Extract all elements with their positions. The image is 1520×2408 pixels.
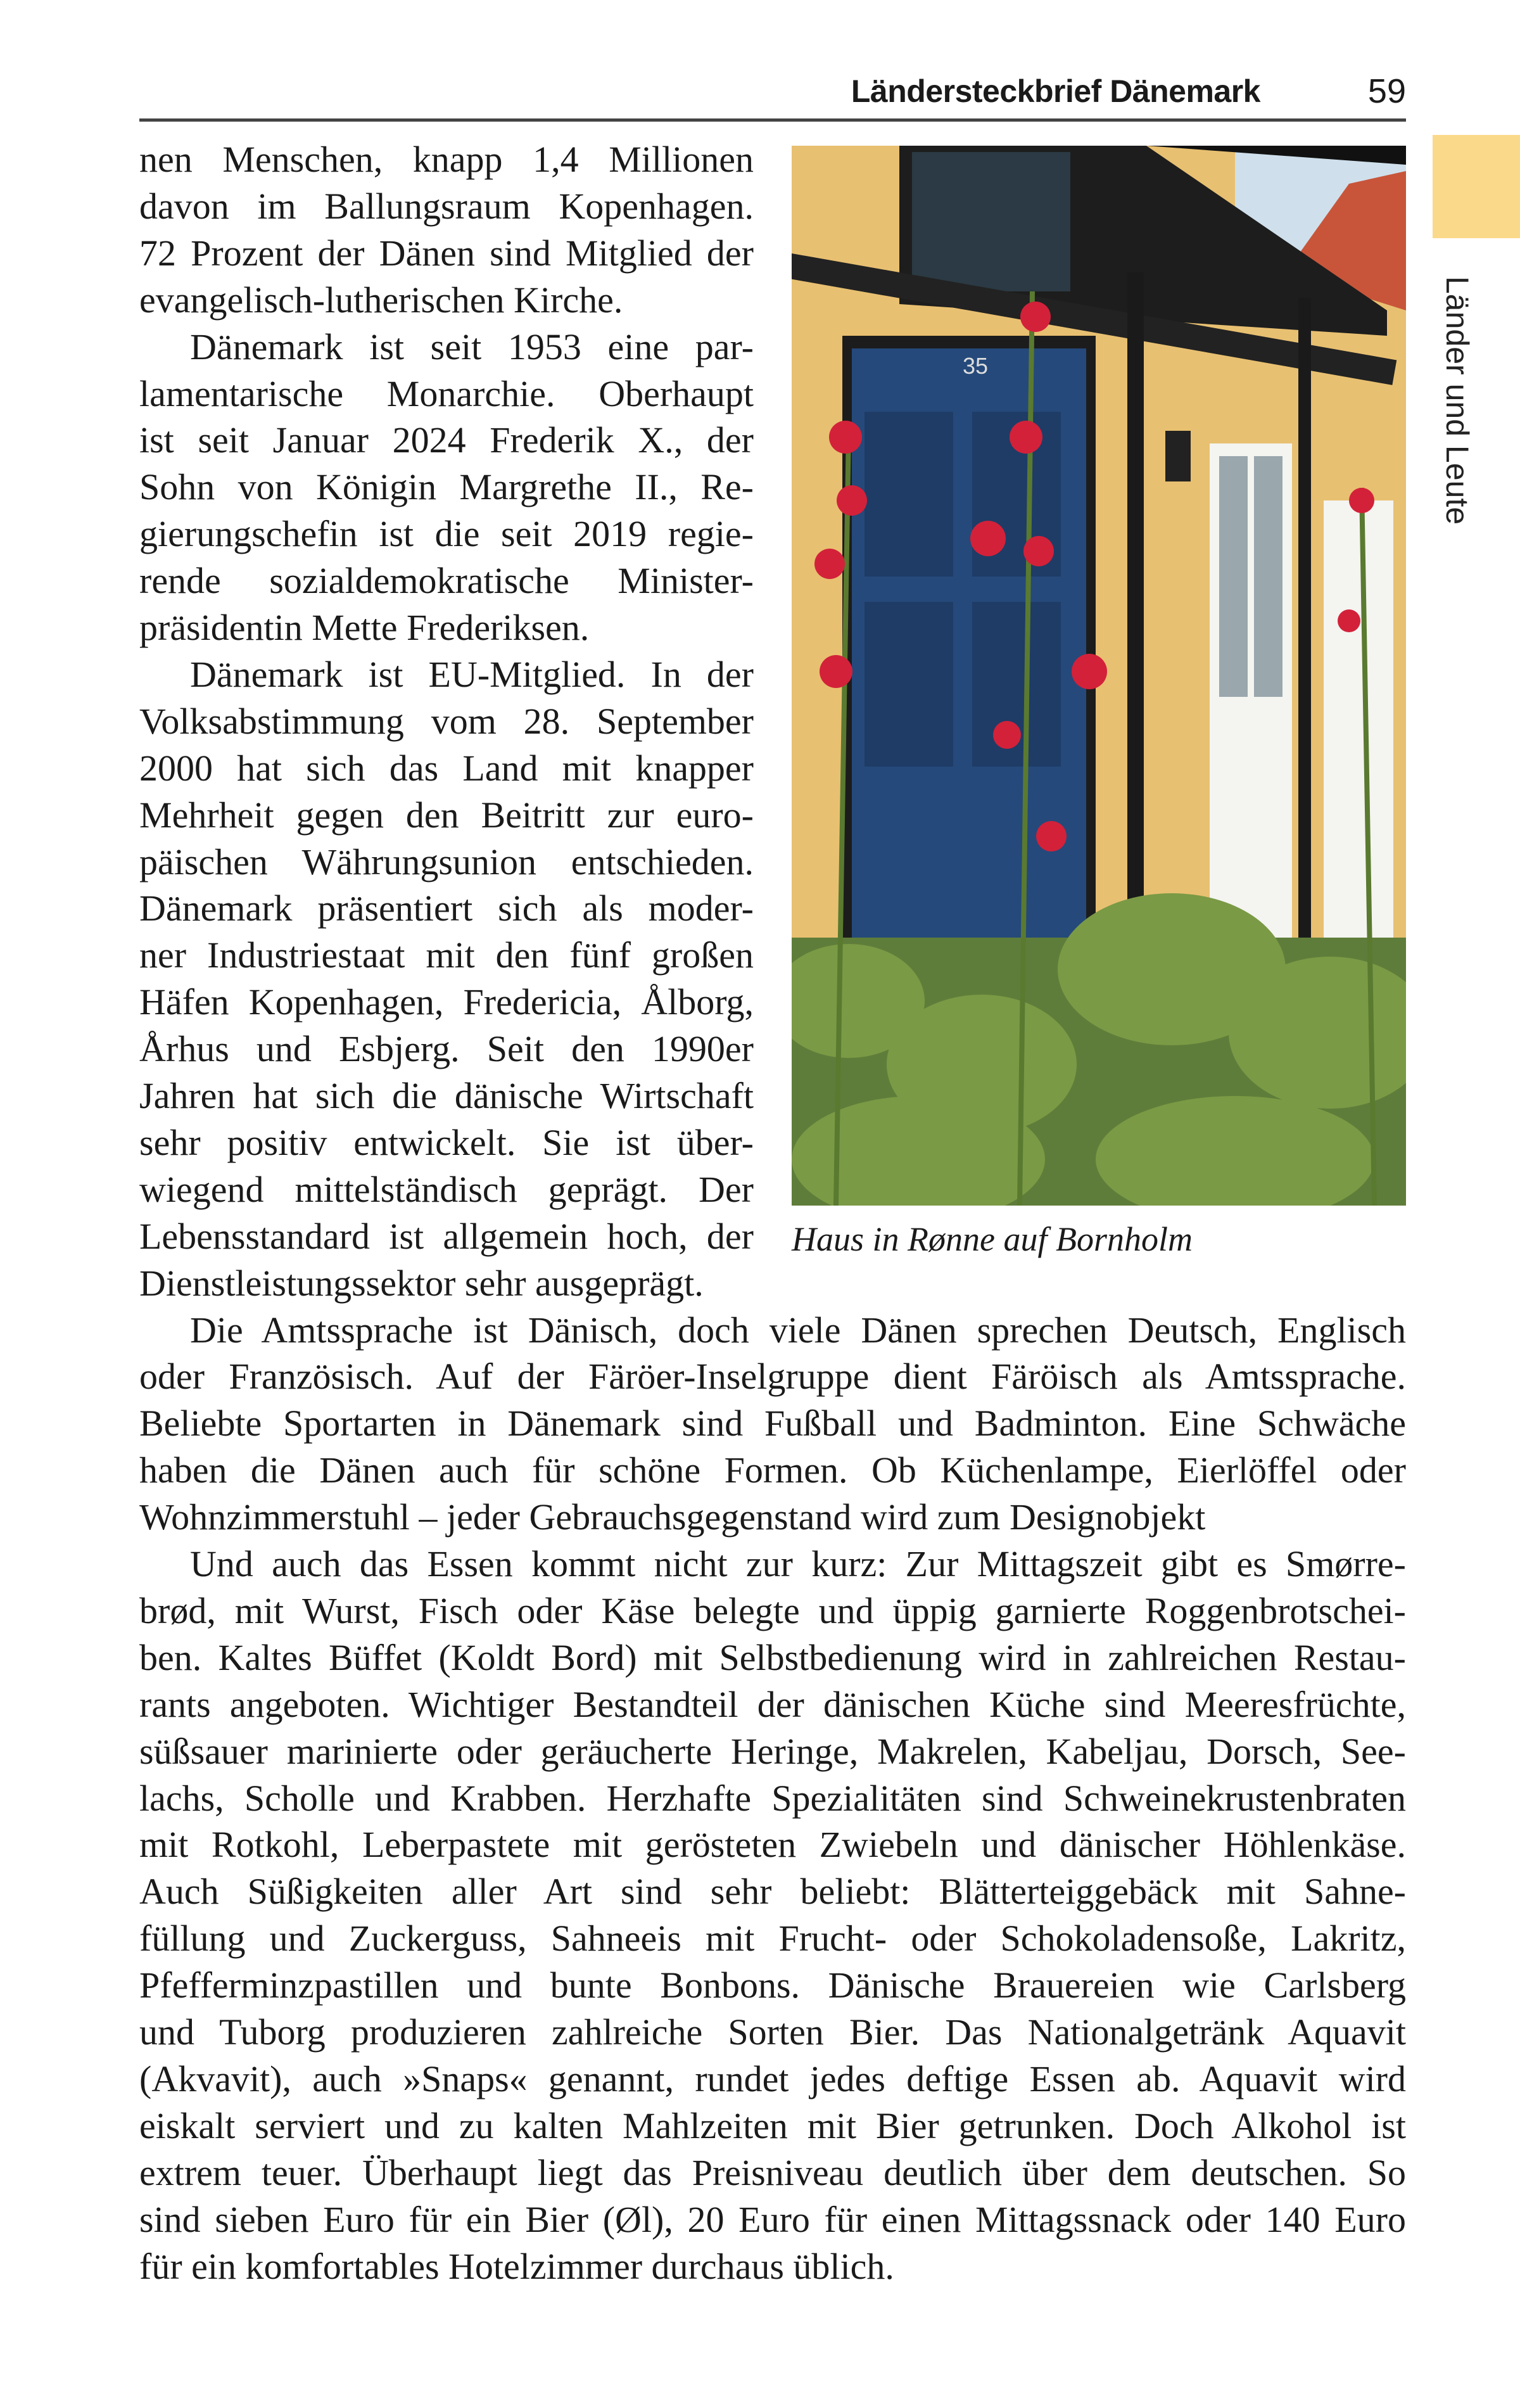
text-line: oder Französisch. Auf der Färöer-Inselgruppe dient Färöisch als Amtssprache.: [139, 1356, 1406, 1398]
text-line: Lebensstandard ist allgemein hoch, der: [139, 1215, 754, 1257]
text-line: Sohn von Königin Margrethe II., Re-: [139, 466, 754, 508]
text-line: 72 Prozent der Dänen sind Mitglied der: [139, 232, 754, 274]
door-number: 35: [963, 353, 989, 379]
chapter-tab: [1433, 135, 1520, 238]
text-line: Dienstleistungssektor sehr ausgeprägt.: [139, 1262, 704, 1304]
text-line: Mehrheit gegen den Beitritt zur euro-: [139, 794, 754, 836]
photo-caption: Haus in Rønne auf Bornholm: [792, 1220, 1193, 1258]
text-line: ist seit Januar 2024 Frederik X., der: [139, 419, 754, 461]
text-line: wiegend mittelständisch geprägt. Der: [139, 1168, 754, 1210]
text-line: sind sieben Euro für ein Bier (Øl), 20 Euro für einen Mittagssnack oder 140 Euro: [139, 2198, 1406, 2240]
text-line: für ein komfortables Hotelzimmer durchaus üblich.: [139, 2245, 894, 2287]
text-line: Auch Süßigkeiten aller Art sind sehr beliebt: Blätterteiggebäck mit Sahne-: [139, 1871, 1406, 1913]
house-photo-illustration: [792, 146, 1406, 1206]
text-line: (Akvavit), auch »Snaps« genannt, rundet jedes deftige Essen ab. Aquavit wird: [139, 2058, 1406, 2099]
text-line: evangelisch-lutherischen Kirche.: [139, 279, 623, 321]
text-line: haben die Dänen auch für schöne Formen. Ob Küchenlampe, Eierlöffel oder: [139, 1449, 1406, 1491]
text-line: rende sozialdemokratische Minister-: [139, 560, 754, 602]
text-line: sehr positiv entwickelt. Sie ist über-: [139, 1121, 754, 1163]
text-line: eiskalt serviert und zu kalten Mahlzeiten mit Bier getrunken. Doch Alkohol ist: [139, 2105, 1406, 2146]
text-line: mit Rotkohl, Leberpastete mit gerösteten Zwiebeln und dänischer Höhlenkäse.: [139, 1824, 1406, 1866]
text-line: gierungschefin ist die seit 2019 regie-: [139, 513, 754, 555]
chapter-label-text: Länder und Leute: [1440, 276, 1475, 525]
text-line: lamentarische Monarchie. Oberhaupt: [139, 373, 754, 414]
text-line: süßsauer marinierte oder geräucherte Heringe, Makrelen, Kabeljau, Dorsch, See-: [139, 1730, 1406, 1772]
house-photo: [792, 146, 1406, 1206]
text-line: Und auch das Essen kommt nicht zur kurz: Zur Mittagszeit gibt es Smørre-: [190, 1543, 1406, 1584]
text-line: lachs, Scholle und Krabben. Herzhafte Spezialitäten sind Schweinekrustenbraten: [139, 1777, 1406, 1819]
text-line: Dänemark ist seit 1953 eine par-: [190, 326, 754, 367]
header-title: Ländersteckbrief Dänemark: [851, 73, 1260, 109]
text-line: päischen Währungsunion entschieden.: [139, 841, 754, 882]
text-line: Beliebte Sportarten in Dänemark sind Fußball und Badminton. Eine Schwäche: [139, 1403, 1406, 1444]
text-line: Häfen Kopenhagen, Fredericia, Ålborg,: [139, 981, 754, 1023]
text-line: Århus und Esbjerg. Seit den 1990er: [139, 1028, 754, 1070]
running-header: [139, 67, 1406, 122]
text-line: füllung und Zuckerguss, Sahneeis mit Frucht- oder Schokoladensoße, Lakritz,: [139, 1918, 1406, 1959]
page-number: 59: [1367, 72, 1406, 110]
text-line: ben. Kaltes Büffet (Koldt Bord) mit Selbstbedienung wird in zahlreichen Restau-: [139, 1636, 1406, 1678]
chapter-label: [1436, 276, 1481, 555]
text-line: extrem teuer. Überhaupt liegt das Preisniveau deutlich über dem deutschen. So: [139, 2151, 1406, 2193]
text-line: Jahren hat sich die dänische Wirtschaft: [139, 1075, 754, 1116]
text-line: davon im Ballungsraum Kopenhagen.: [139, 185, 754, 227]
text-line: nen Menschen, knapp 1,4 Millionen: [139, 139, 754, 180]
text-line: Wohnzimmerstuhl – jeder Gebrauchsgegenstand wird zum Designobjekt: [139, 1496, 1206, 1538]
text-line: Pfefferminzpastillen und bunte Bonbons. Dänische Brauereien wie Carlsberg: [139, 1965, 1406, 2006]
text-line: Dänemark präsentiert sich als moder-: [139, 888, 754, 929]
text-line: präsidentin Mette Frederiksen.: [139, 607, 590, 648]
text-line: 2000 hat sich das Land mit knapper: [139, 747, 754, 789]
text-line: rants angeboten. Wichtiger Bestandteil der dänischen Küche sind Meeresfrüchte,: [139, 1683, 1406, 1725]
text-line: Volksabstimmung vom 28. September: [139, 700, 754, 742]
text-line: Dänemark ist EU-Mitglied. In der: [190, 653, 754, 695]
text-line: brød, mit Wurst, Fisch oder Käse belegte und üppig garnierte Roggenbrotschei-: [139, 1589, 1406, 1631]
text-line: ner Industriestaat mit den fünf großen: [139, 934, 754, 976]
text-line: Die Amtssprache ist Dänisch, doch viele Dänen sprechen Deutsch, Englisch: [190, 1309, 1406, 1351]
text-line: und Tuborg produzieren zahlreiche Sorten Bier. Das Nationalgetränk Aquavit: [139, 2011, 1406, 2053]
